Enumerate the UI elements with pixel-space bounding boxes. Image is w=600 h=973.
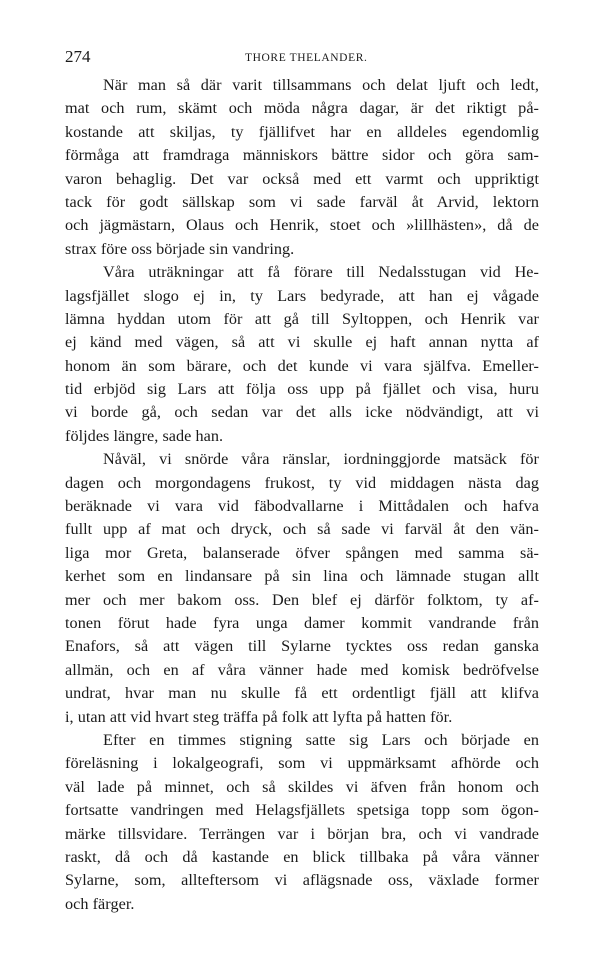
- text-line: honom än som bärare, och det kunde vi vara själfva. Emeller-: [65, 356, 539, 375]
- text-line: i, utan att vid hvart steg träffa på folk att lyfta på hatten för.: [65, 707, 453, 726]
- body-text: [65, 74, 539, 916]
- text-line: lämna hyddan utom för att gå till Syltoppen, och Henrik var: [65, 309, 539, 328]
- text-line: raskt, då och då kastande en blick tillbaka på våra vänner: [65, 847, 539, 866]
- text-line: följdes längre, sade han.: [65, 426, 224, 445]
- text-line: kerhet som en lindansare på sin lina och lämnade stugan allt: [65, 567, 539, 586]
- text-line: dagen och morgondagens frukost, ty vid middagen nästa dag: [65, 473, 539, 492]
- text-line: ej känd med vägen, så att vi skulle ej haft annan nytta af: [65, 333, 539, 352]
- text-line: förmåga att framdraga människors bättre sidor och göra sam-: [65, 146, 539, 165]
- running-head: [65, 46, 539, 68]
- text-line: När man så där varit tillsammans och delat ljuft och ledt,: [103, 76, 539, 94]
- text-line: liga mor Greta, balanserade öfver spången med samma sä-: [65, 543, 539, 562]
- text-line: Sylarne, som, allteftersom vi aflägsnade oss, växlade former: [65, 871, 539, 890]
- text-line: vi borde gå, och sedan var det alls icke nödvändigt, att vi: [65, 403, 539, 422]
- text-line: Efter en timmes stigning satte sig Lars och började en: [103, 730, 539, 749]
- text-line: fullt upp af mat och dryck, och så sade vi farväl åt den vän-: [65, 520, 539, 539]
- page-number: 274: [65, 47, 91, 66]
- text-line: mat och rum, skämt och möda några dagar, är det riktigt på-: [65, 99, 539, 118]
- text-line: kostande att skiljas, ty fjällifvet har en alldeles egendomlig: [65, 122, 539, 141]
- text-line: märke tillsvidare. Terrängen var i början bra, och vi vandrade: [65, 824, 539, 843]
- text-line: lagsfjället slogo ej in, ty Lars bedyrade, att han ej vågade: [65, 286, 539, 305]
- text-line: beräknade vi vara vid fäbodvallarne i Mittådalen och hafva: [65, 497, 539, 516]
- text-line: varon behaglig. Det var också med ett varmt och uppriktigt: [65, 169, 539, 188]
- text-line: Nåväl, vi snörde våra ränslar, iordninggjorde matsäck för: [103, 450, 539, 469]
- text-line: tack för godt sällskap som vi sade farväl åt Arvid, lektorn: [65, 192, 539, 211]
- text-line: Våra uträkningar att få förare till Nedalsstugan vid He-: [103, 263, 539, 282]
- text-line: tonen förut hade fyra unga damer kommit vandrande från: [65, 613, 539, 632]
- text-line: Enafors, så att vägen till Sylarne tycktes oss redan ganska: [65, 637, 539, 656]
- text-line: och jägmästarn, Olaus och Henrik, stoet och »lillhästen», då de: [65, 216, 539, 235]
- running-title: THORE THELANDER.: [245, 52, 368, 64]
- text-line: allmän, och en af våra vänner hade med komisk bedröfvelse: [65, 660, 539, 679]
- text-line: strax före oss började sin vandring.: [65, 239, 295, 258]
- text-line: och färger.: [65, 894, 135, 913]
- text-line: föreläsning i lokalgeografi, som vi uppmärksamt afhörde och: [65, 754, 539, 773]
- text-line: tid erbjöd sig Lars att följa oss upp på fjället och visa, huru: [65, 380, 539, 399]
- text-line: fortsatte vandringen med Helagsfjällets spetsiga topp som ögon-: [65, 801, 539, 820]
- text-line: undrat, hvar man nu skulle få ett ordentligt fjäll att klifva: [65, 684, 539, 703]
- text-line: väl lade på minnet, och så skildes vi äfven från honom och: [65, 777, 539, 796]
- text-line: mer och mer bakom oss. Den blef ej därför folktom, ty af-: [65, 590, 539, 609]
